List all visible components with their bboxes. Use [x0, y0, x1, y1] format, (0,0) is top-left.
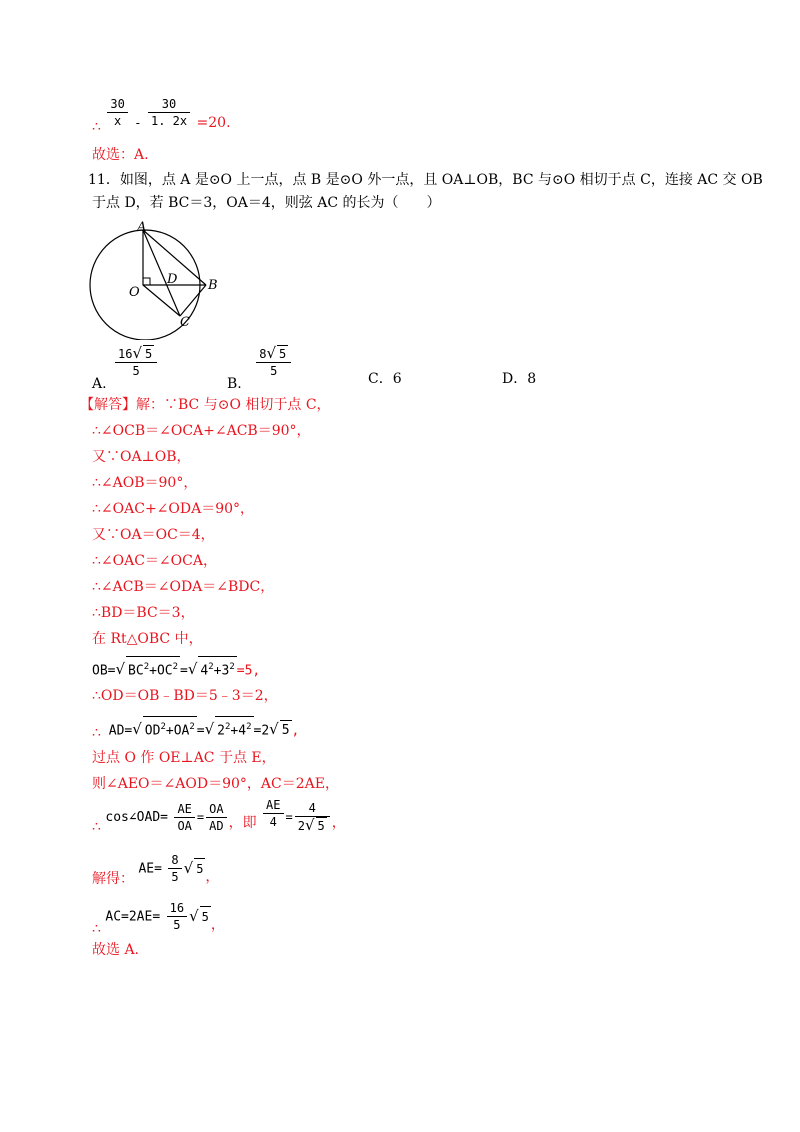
label-o: O	[129, 285, 140, 300]
t: =5,	[236, 663, 261, 679]
equals-20: =20.	[196, 114, 231, 131]
frac-ae-oa	[174, 801, 194, 834]
sqrt-icon: √	[269, 720, 279, 739]
question-11-line2: 于点 D，若 BC＝3，OA＝4，则弦 AC 的长为（ ）	[92, 195, 441, 211]
geometry-figure	[85, 220, 225, 340]
t: 2	[217, 723, 225, 739]
radicand: 5	[145, 347, 153, 361]
ae-lhs: AE=	[138, 861, 162, 877]
solution-line-12: ∴OD＝OB﹣BD＝5﹣3＝2，	[92, 688, 278, 704]
sqrt-icon: √	[266, 344, 276, 362]
solution-line-10: 在 Rt△OBC 中，	[92, 631, 203, 647]
n: AE	[174, 801, 194, 818]
t: 2	[208, 662, 214, 672]
solution-tag: 【解答】	[80, 397, 136, 413]
frac-num: 30	[148, 96, 190, 113]
t: 2	[246, 722, 252, 732]
ob-radicand-2	[198, 656, 236, 681]
therefore-symbol: ∴	[92, 725, 101, 742]
radicand: 5	[200, 906, 211, 927]
option-a-fraction	[115, 345, 157, 379]
option-b-label: B.	[227, 376, 242, 392]
eq: =	[285, 810, 293, 824]
t: ,	[291, 723, 300, 739]
num: 8	[259, 347, 267, 361]
n: OA	[206, 801, 226, 818]
frac-den: x	[113, 114, 122, 128]
ad-lhs: AD=	[108, 723, 133, 739]
final-choose-answer: 故选 A.	[92, 942, 140, 958]
right-angle-mark	[143, 278, 150, 285]
t: 2	[229, 662, 235, 672]
ob-lhs: OB=	[92, 663, 116, 679]
ad-radicand-1	[143, 716, 197, 741]
t: =2	[253, 723, 270, 739]
therefore-symbol: ∴	[92, 819, 101, 835]
t: 2	[172, 662, 179, 672]
t: 2	[160, 722, 166, 732]
t: =	[180, 663, 188, 679]
den: 5	[270, 364, 278, 378]
t: 2	[189, 722, 195, 732]
therefore-symbol: ∴	[92, 118, 101, 135]
solve-label: 解得：	[92, 870, 134, 887]
t: 5	[317, 819, 325, 833]
solution-line-9: ∴BD＝BC＝3，	[92, 605, 195, 621]
d: 5	[171, 870, 179, 884]
prev-choose-answer: 故选：A.	[92, 147, 149, 163]
solution-line-15: 则∠AEO＝∠AOD＝90°，AC＝2AE，	[92, 776, 339, 792]
segment-oc	[143, 285, 180, 316]
frac-8-5	[168, 852, 181, 885]
label-c: C	[180, 315, 190, 330]
n: 16	[167, 900, 187, 917]
sqrt-icon: √	[189, 906, 199, 925]
radicand: 5	[194, 858, 205, 879]
t: +4	[230, 723, 247, 739]
option-c[interactable]: C．6	[368, 371, 402, 387]
frac-num: 30	[107, 96, 127, 113]
frac-ae-4	[263, 797, 283, 830]
label-b: B	[208, 278, 218, 293]
sqrt-icon: √	[204, 720, 215, 739]
cos-lhs: cos∠OAD=	[105, 810, 168, 825]
cos-equation	[92, 797, 346, 840]
label-a: A	[137, 220, 147, 235]
t: +OA	[165, 723, 190, 739]
sqrt-icon: √	[132, 344, 143, 362]
ac-lhs: AC=2AE=	[105, 909, 161, 925]
solution-line-2: ∴∠OCB＝∠OCA+∠ACB＝90°，	[92, 423, 311, 439]
d: 4	[269, 814, 277, 829]
solution-line-5: ∴∠OAC+∠ODA＝90°，	[92, 501, 255, 517]
ad-radicand-2	[215, 716, 253, 741]
comma: ，	[331, 815, 346, 831]
therefore-symbol: ∴	[92, 920, 101, 937]
d: AD	[209, 818, 224, 833]
fraction-30-over-x	[107, 96, 127, 129]
ob-radicand-1	[126, 656, 180, 681]
label-d: D	[167, 272, 178, 287]
n: 4	[295, 800, 330, 817]
sqrt-icon: √	[304, 816, 315, 834]
d: 5	[173, 918, 181, 932]
t: =	[196, 723, 205, 739]
n: 8	[168, 852, 181, 869]
frac-den: 1. 2x	[150, 114, 188, 128]
radicand: 5	[279, 347, 287, 361]
solution-line-6: 又∵OA＝OC＝4，	[92, 527, 215, 543]
minus-sign: -	[134, 115, 142, 130]
fraction-30-over-1.2x	[148, 96, 190, 129]
solution-line-1: 解：∵BC 与⊙O 相切于点 C，	[136, 397, 331, 413]
solution-line-14: 过点 O 作 OE⊥AC 于点 E，	[92, 750, 276, 766]
num: 16	[118, 347, 133, 361]
question-11-line1: 11．如图，点 A 是⊙O 上一点，点 B 是⊙O 外一点，且 OA⊥OB，BC 与⊙O 相切于点 C，连接 AC 交 OB	[88, 172, 763, 188]
t: +OC	[149, 663, 173, 679]
solution-line-7: ∴∠OAC＝∠OCA，	[92, 553, 217, 569]
ob-equation	[92, 656, 260, 681]
t: 2	[225, 722, 231, 732]
option-a[interactable]	[92, 344, 159, 392]
frac-oa-ad	[206, 801, 226, 834]
frac-16-5	[167, 900, 187, 933]
t: +3	[213, 663, 230, 679]
t: BC	[128, 663, 144, 679]
sqrt-icon: √	[115, 660, 126, 679]
prev-equation-line	[92, 96, 231, 135]
ac-result	[92, 900, 225, 940]
comma: ，	[210, 916, 225, 933]
ae-solution	[92, 852, 219, 892]
t: 4	[200, 663, 209, 679]
option-d[interactable]: D．8	[502, 371, 537, 387]
t: 5	[280, 720, 292, 741]
t: OD	[144, 723, 161, 739]
comma: ，	[205, 868, 220, 885]
solution-line-3: 又∵OA⊥OB，	[92, 449, 191, 465]
sqrt-icon: √	[187, 660, 198, 679]
eq: =	[196, 810, 205, 824]
sqrt-icon: √	[183, 858, 194, 877]
option-b[interactable]	[227, 344, 293, 392]
ad-equation	[92, 716, 299, 741]
sqrt-icon: √	[132, 720, 142, 739]
d: OA	[177, 818, 192, 833]
t: 2	[143, 662, 150, 672]
solution-line-4: ∴∠AOB＝90°，	[92, 475, 198, 491]
den: 5	[132, 364, 140, 378]
t: 2	[297, 819, 305, 833]
frac-4-2root5	[295, 800, 330, 834]
option-a-label: A.	[92, 376, 107, 392]
solution-heading	[80, 395, 331, 415]
solution-line-8: ∴∠ACB＝∠ODA＝∠BDC，	[92, 579, 275, 595]
ji-word: ，即	[228, 815, 257, 831]
option-b-fraction	[256, 345, 291, 379]
n: AE	[263, 797, 283, 814]
